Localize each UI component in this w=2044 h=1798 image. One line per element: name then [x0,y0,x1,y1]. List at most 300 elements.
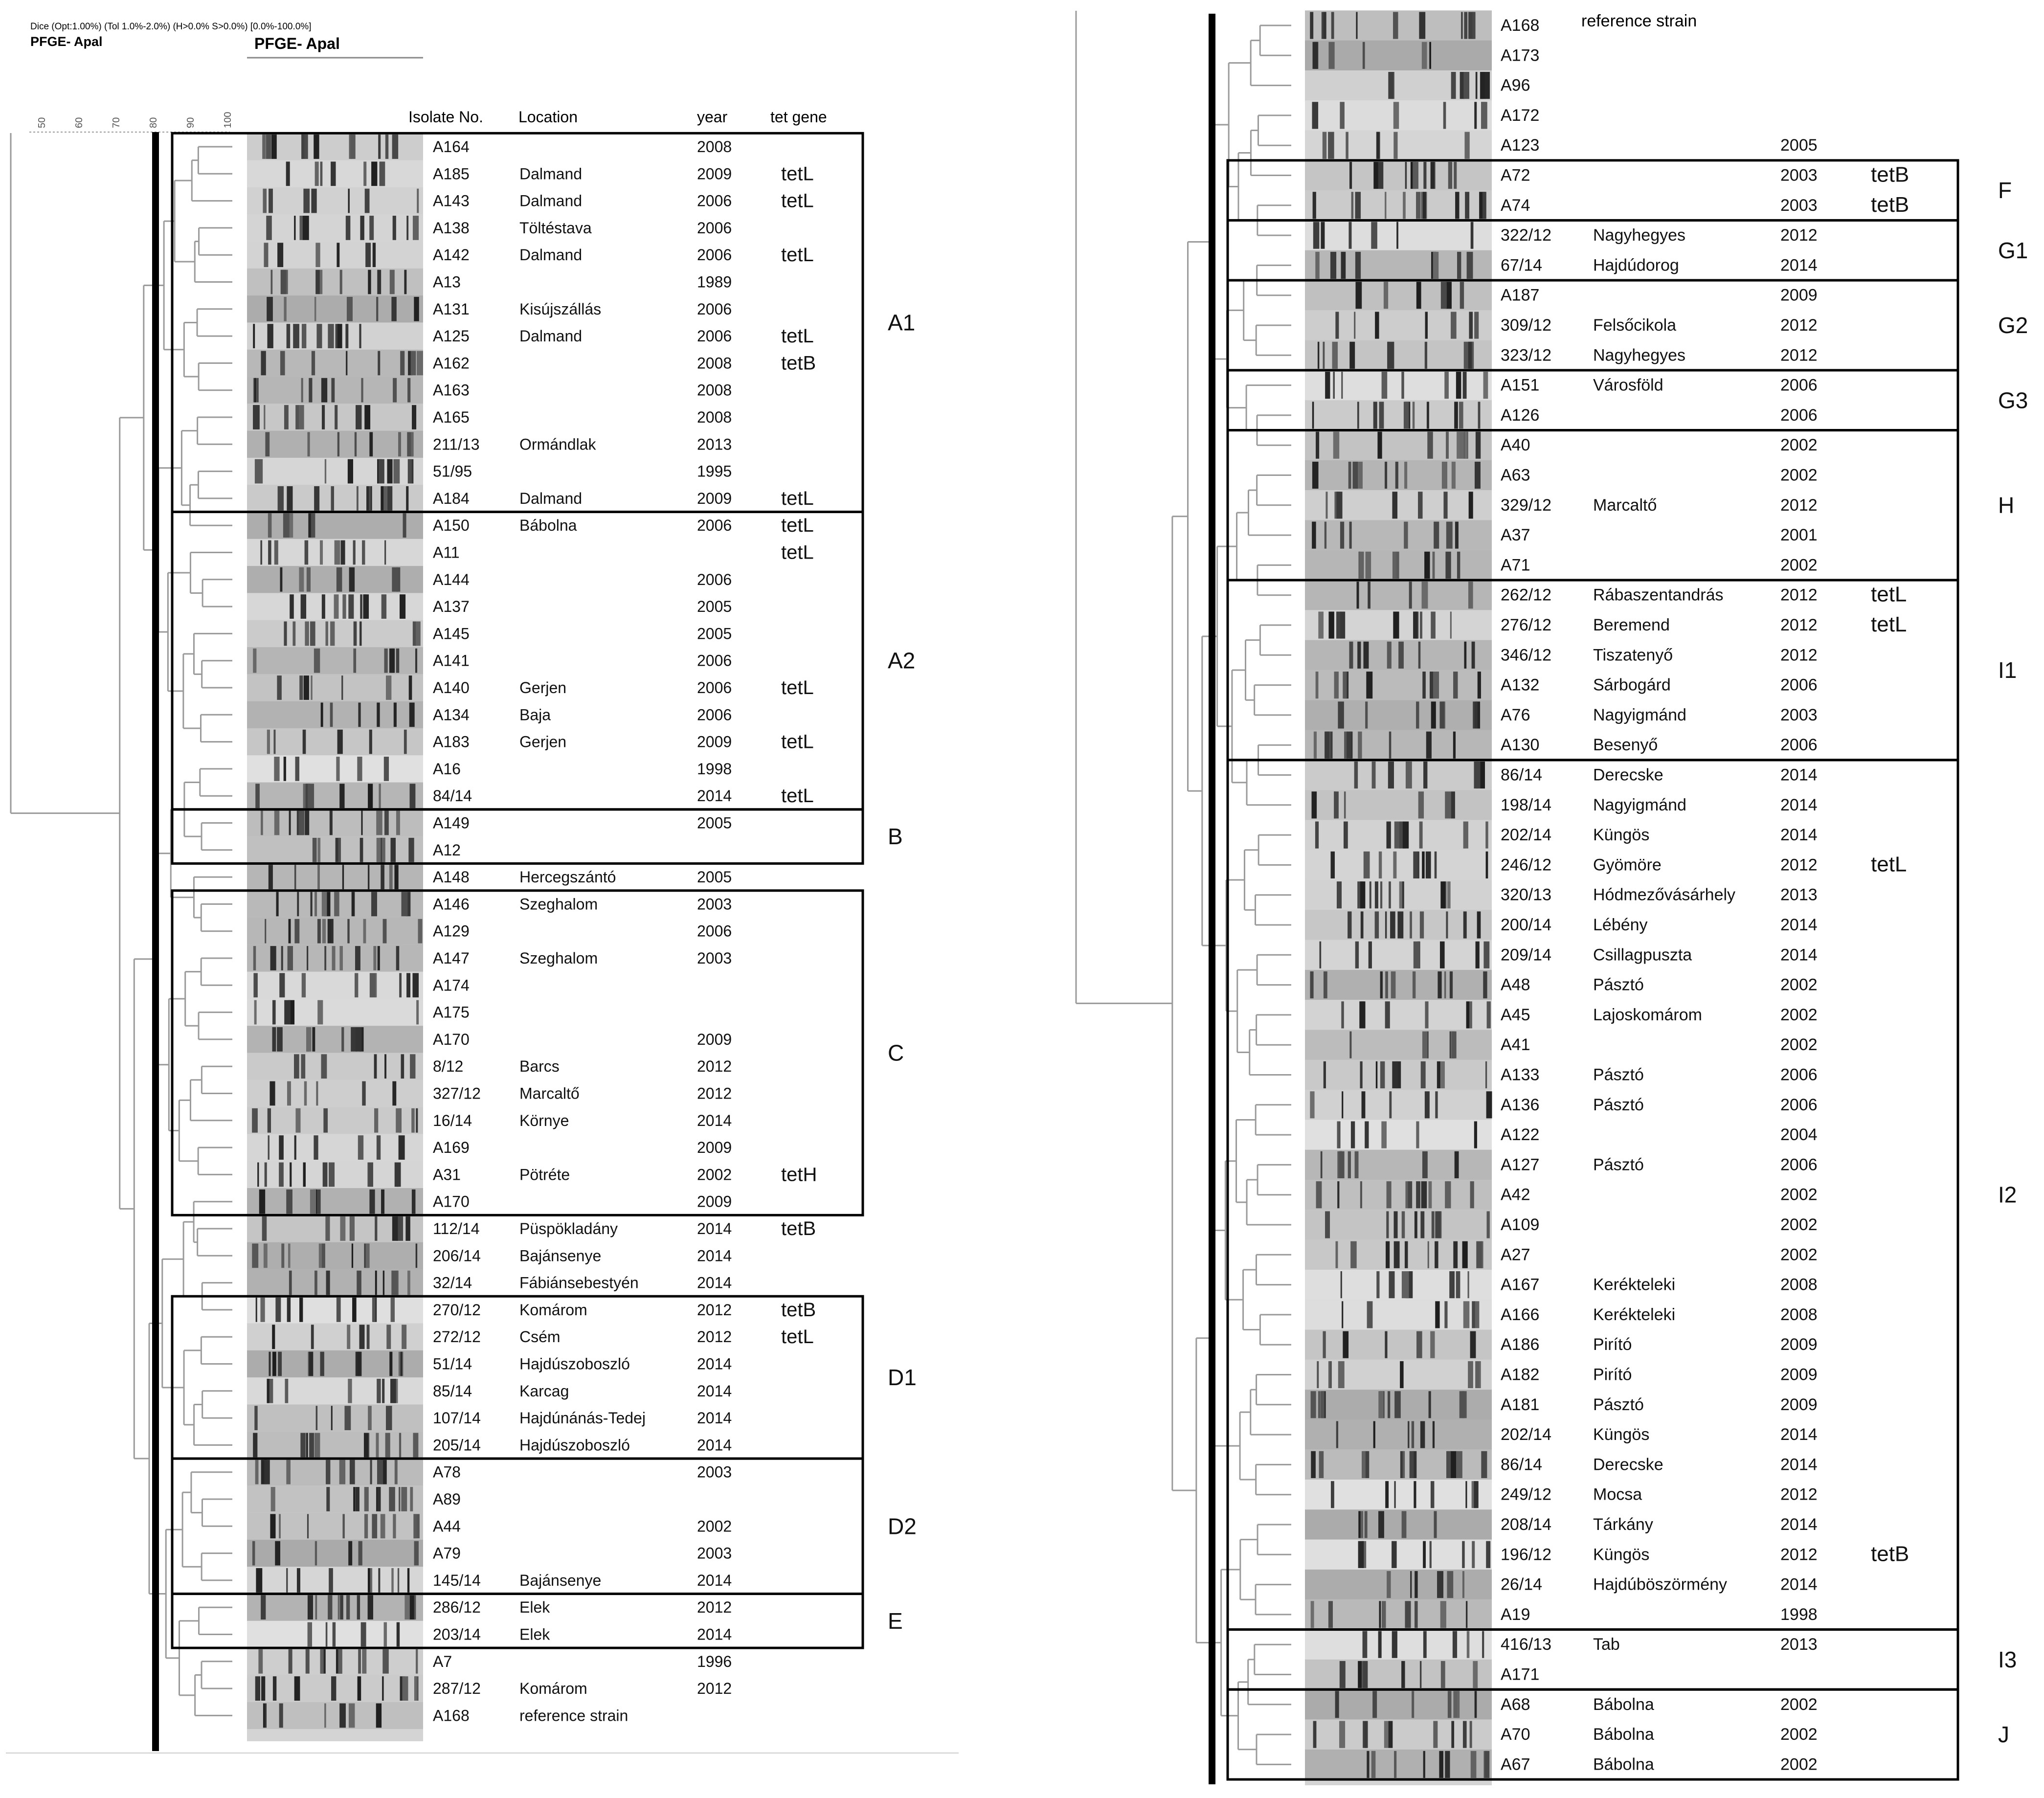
gel-band [365,243,371,267]
gel-band [1377,432,1382,459]
gel-band [1331,852,1335,878]
isolate-location: Besenyő [1593,736,1658,755]
isolate-location: Beremend [1593,616,1670,634]
gel-band [393,378,397,403]
gel-band [1414,942,1420,968]
gel-band [1473,1661,1478,1688]
tet-gene-label: tetL [781,677,814,698]
gel-lane [247,1242,423,1269]
gel-lane [247,1540,423,1567]
gel-band [357,1271,361,1295]
gel-band [1402,881,1404,908]
gel-band [359,622,361,646]
gel-band [377,1460,383,1484]
isolate-location: Csém [519,1328,561,1346]
gel-band [317,919,321,944]
gel-band [1445,552,1451,579]
gel-band [264,243,268,267]
gel-band [265,432,270,456]
gel-band [253,649,256,673]
gel-band [372,1298,376,1322]
isolate-id: A13 [433,273,461,291]
gel-band [1385,1001,1390,1028]
isolate-year: 2006 [1780,1155,1818,1174]
gel-band [307,567,311,592]
gel-band [1340,611,1345,638]
gel-band [1318,1391,1320,1418]
gel-band [1367,1301,1373,1328]
gel-band [256,1568,262,1593]
cluster-label: H [1998,492,2015,518]
gel-band [289,1271,292,1295]
isolate-year: 2003 [1780,196,1818,215]
isolate-id: 107/14 [433,1409,481,1427]
gel-band [1423,762,1427,788]
gel-band [1393,102,1399,129]
isolate-location: Elek [519,1598,550,1617]
isolate-id: 51/14 [433,1355,472,1373]
isolate-id: A169 [433,1139,470,1157]
gel-band [1404,522,1408,549]
isolate-location: Elek [519,1625,550,1643]
gel-band [293,324,299,348]
gel-band [1476,432,1481,459]
gel-lane [1305,730,1492,760]
gel-band [1413,852,1417,878]
gel-band [358,1135,363,1160]
gel-band [284,622,287,646]
gel-band [1426,852,1431,878]
gel-band [1445,791,1451,818]
isolate-location: Püspökladány [519,1220,618,1237]
gel-band [405,1216,410,1241]
tet-gene-label: tetL [781,515,814,537]
gel-band [1379,1601,1381,1628]
gel-band [277,1027,283,1052]
isolate-year: 2001 [1780,526,1818,545]
gel-band [378,1487,381,1511]
isolate-year: 2005 [697,598,732,616]
gel-band [377,838,381,862]
gel-band [1378,1391,1384,1418]
gel-band [356,1027,361,1052]
gel-band [262,135,266,159]
gel-band [1376,1061,1377,1088]
gel-band [1393,852,1396,878]
gel-band [1358,1661,1362,1688]
isolate-year: 2013 [1780,885,1818,904]
gel-band [1416,282,1421,309]
isolate-location: Felsőcikola [1593,316,1677,335]
gel-band [1444,372,1449,399]
isolate-id: 270/12 [433,1301,481,1319]
gel-band [416,1000,419,1025]
gel-band [331,1406,333,1430]
gel-band [1388,342,1394,369]
gel-lane [1305,1330,1492,1360]
isolate-id: A149 [433,814,470,832]
gel-band [1349,342,1355,369]
gel-band [1404,402,1409,428]
gel-band [1429,1391,1431,1418]
header-year: year [697,108,728,126]
gel-band [315,1541,317,1566]
gel-band [357,1595,360,1619]
gel-band [358,702,360,727]
gel-band [1410,1451,1414,1478]
gel-band [369,1163,373,1187]
gel-band [416,1649,418,1674]
gel-band [1328,42,1334,69]
gel-band [307,1514,309,1538]
gel-band [348,459,353,484]
gel-band [290,594,294,619]
gel-band [1406,762,1412,788]
isolate-id: A186 [1501,1335,1540,1354]
gel-band [279,1163,284,1187]
gel-lane [1305,880,1492,910]
gel-band [1391,971,1396,998]
gel-band [1361,1511,1363,1538]
gel-band [363,161,366,186]
gel-band [410,1054,415,1079]
gel-band [1360,1181,1362,1208]
gel-band [1453,1241,1458,1268]
isolate-year: 2012 [1780,495,1818,515]
gel-band [389,1487,395,1511]
isolate-id: A123 [1501,136,1540,155]
gel-band [1354,312,1355,338]
isolate-id: 26/14 [1501,1575,1543,1594]
gel-band [381,865,384,889]
isolate-location: Hercegszántó [519,868,616,886]
gel-band [406,216,408,240]
gel-band [1467,252,1473,279]
gel-band [1425,342,1427,369]
gel-band [369,216,374,240]
gel-band [295,1108,300,1133]
gel-band [1409,582,1412,608]
gel-band [1474,102,1477,129]
gel-band [1446,522,1453,549]
gel-band [317,865,320,889]
gel-band [1428,1181,1432,1208]
gel-band [302,973,306,997]
gel-band [412,405,416,429]
gel-band [1438,971,1441,998]
gel-band [1439,1751,1443,1778]
gel-band [1361,911,1364,938]
gel-band [335,540,340,565]
scale-tick-label: 90 [185,117,196,128]
gel-band [1423,1541,1426,1568]
gel-band [393,1514,396,1538]
gel-band [304,135,308,159]
gel-band [334,594,339,619]
scale-tick-label: 80 [148,117,159,128]
isolate-id: 276/12 [1501,616,1551,634]
isolate-id: 67/14 [1501,256,1543,275]
gel-lane [247,1404,423,1431]
isolate-year: 2002 [1780,1005,1818,1024]
gel-band [409,702,415,727]
gel-band [381,1514,385,1538]
gel-band [315,270,320,294]
gel-band [1351,192,1354,219]
gel-band [290,1163,292,1187]
gel-band [322,1243,325,1268]
tet-gene-label: tetB [781,1218,816,1239]
tet-gene-label: tetL [781,163,814,185]
gel-band [1363,1661,1368,1688]
gel-band [326,1622,328,1647]
gel-band [261,1676,265,1701]
isolate-id: A31 [433,1166,461,1184]
gel-lane [1305,1450,1492,1480]
gel-band [384,1622,387,1647]
gel-band [301,594,306,619]
gel-band [1434,522,1439,549]
gel-band [1363,42,1365,69]
gel-band [395,1460,398,1484]
gel-band [382,838,385,862]
gel-band [253,324,255,348]
gel-band [1312,522,1316,549]
gel-band [337,567,342,592]
gel-band [283,513,290,538]
gel-band [331,161,336,186]
isolate-year: 2009 [1780,1365,1818,1384]
isolate-location: Városföld [1593,376,1663,395]
gel-band [1404,462,1407,489]
gel-lane [1305,1630,1492,1660]
isolate-year: 2012 [697,1328,732,1346]
gel-band [376,297,378,321]
gel-band [1421,1061,1426,1088]
isolate-id: A37 [1501,526,1530,545]
gel-lane [1305,190,1492,220]
gel-band [384,1054,386,1079]
gel-band [1347,732,1351,759]
gel-band [317,1000,323,1025]
isolate-year: 2014 [1780,826,1818,845]
gel-band [331,1676,336,1701]
gel-band [260,459,263,484]
gel-band [348,1541,352,1566]
gel-band [391,1271,397,1295]
gel-band [264,405,265,429]
cluster-label: B [888,824,903,850]
isolate-id: A173 [1501,46,1540,65]
gel-band [389,649,395,673]
gel-band [384,811,389,835]
gel-band [383,919,387,944]
gel-band [363,919,366,944]
gel-band [279,973,285,997]
isolate-location: Dalmand [519,489,583,507]
gel-band [1387,1571,1391,1598]
cluster-label: D2 [888,1513,917,1539]
isolate-location: Lajoskomárom [1593,1005,1702,1024]
gel-band [348,1379,352,1403]
gel-band [310,1190,316,1214]
tet-gene-label: tetL [1871,612,1907,636]
gel-band [1343,672,1347,698]
gel-band [399,1487,400,1511]
gel-band [299,811,305,835]
gel-band [1464,12,1467,39]
gel-band [1372,1691,1377,1718]
gel-band [1312,402,1314,428]
gel-band [1463,72,1469,99]
isolate-location: Kisújszállás [519,300,602,318]
isolate-location: Környe [519,1111,569,1129]
isolate-year: 2006 [697,327,732,345]
isolate-year: 2012 [1780,316,1818,335]
gel-band [1371,222,1377,249]
gel-band [1337,1122,1340,1148]
gel-lane [1305,520,1492,550]
gel-band [1323,1331,1325,1358]
gel-band [338,838,341,862]
gel-band [1336,1241,1338,1268]
gel-band [1474,1122,1477,1148]
isolate-year: 2006 [1780,1095,1818,1114]
isolate-year: 2006 [697,192,732,210]
gel-band [365,189,370,213]
gel-band [1470,1181,1474,1208]
gel-band [274,540,278,565]
gel-band [263,1704,265,1728]
gel-band [1365,1122,1369,1148]
gel-lane [1305,1000,1492,1030]
isolate-id: 249/12 [1501,1485,1551,1504]
gel-band [1402,1211,1405,1238]
isolate-location: Bábolna [1593,1755,1654,1774]
gel-band [369,486,371,511]
gel-band [326,1487,330,1511]
isolate-year: 2014 [697,1436,732,1454]
gel-band [1376,132,1379,159]
gel-band [1430,1331,1435,1358]
isolate-id: A78 [433,1463,461,1481]
gel-band [1431,701,1436,728]
gel-band [1323,342,1325,369]
gel-band [306,1649,310,1674]
tet-gene-label: tetH [781,1164,817,1186]
isolate-id: A79 [433,1544,461,1562]
gel-band [406,486,408,511]
isolate-id: A168 [1501,16,1540,35]
isolate-id: A172 [1501,106,1540,125]
gel-lane [247,1567,423,1594]
gel-band [1428,1241,1429,1268]
gel-band [1420,1211,1424,1238]
gel-band [1385,462,1387,489]
gel-band [358,1649,361,1674]
gel-lane [247,350,423,377]
gel-band [1385,911,1387,938]
gel-lane [1305,460,1492,490]
tet-gene-label: tetB [781,352,816,374]
isolate-year: 2004 [1780,1125,1818,1145]
isolate-location: Hajdúdorog [1593,256,1679,275]
gel-band [330,811,333,835]
gel-band [1456,372,1461,399]
isolate-year: 2006 [697,300,732,318]
gel-band [272,1325,275,1349]
gel-band [1336,492,1342,518]
isolate-year: 2012 [1780,1485,1818,1504]
isolate-id: A143 [433,192,470,210]
gel-band [1334,672,1339,698]
gel-band [1433,1721,1438,1748]
isolate-location: Bábolna [1593,1725,1654,1744]
isolate-location: Sárbogárd [1593,675,1671,695]
gel-band [278,1352,282,1376]
gel-band [1445,1181,1451,1208]
gel-band [1437,1061,1441,1088]
gel-band [393,216,396,240]
gel-band [1448,162,1452,189]
isolate-id: A183 [433,733,470,751]
gel-band [311,675,312,700]
gel-band [1356,12,1357,39]
gel-band [1464,132,1469,159]
isolate-id: A181 [1501,1395,1540,1414]
gel-band [347,919,349,944]
gel-band [269,865,273,889]
isolate-id: A125 [433,327,470,345]
isolate-id: A76 [1501,705,1530,724]
gel-band [391,1298,395,1322]
gel-band [1366,552,1371,579]
gel-lane [247,783,423,809]
gel-band [1413,402,1415,428]
isolate-id: A129 [433,922,470,940]
gel-band [360,594,362,619]
gel-band [1408,1421,1409,1448]
gel-band [403,513,406,538]
gel-lane [247,836,423,863]
gel-band [1392,492,1397,518]
gel-band [294,216,295,240]
gel-band [1487,1001,1491,1028]
cluster-label: F [1998,178,2012,203]
gel-band [337,1298,341,1322]
gel-band [339,1704,346,1728]
gel-band [384,540,386,565]
gel-band [286,1460,291,1484]
gel-lane [247,1702,423,1729]
isolate-year: 2002 [1780,1755,1818,1774]
isolate-year: 2014 [1780,795,1818,814]
gel-band [315,243,320,267]
gel-band [269,1352,270,1376]
gel-band [263,189,267,213]
gel-band [1364,642,1369,669]
isolate-id: 202/14 [1501,826,1551,845]
gel-band [377,1135,381,1160]
isolate-year: 2009 [697,489,732,507]
gel-band [1341,252,1346,279]
gel-band [372,1514,377,1538]
gel-band [1433,672,1439,698]
gel-band [362,1081,365,1106]
gel-band [268,540,271,565]
gel-band [1440,942,1445,968]
isolate-year: 2006 [697,922,732,940]
